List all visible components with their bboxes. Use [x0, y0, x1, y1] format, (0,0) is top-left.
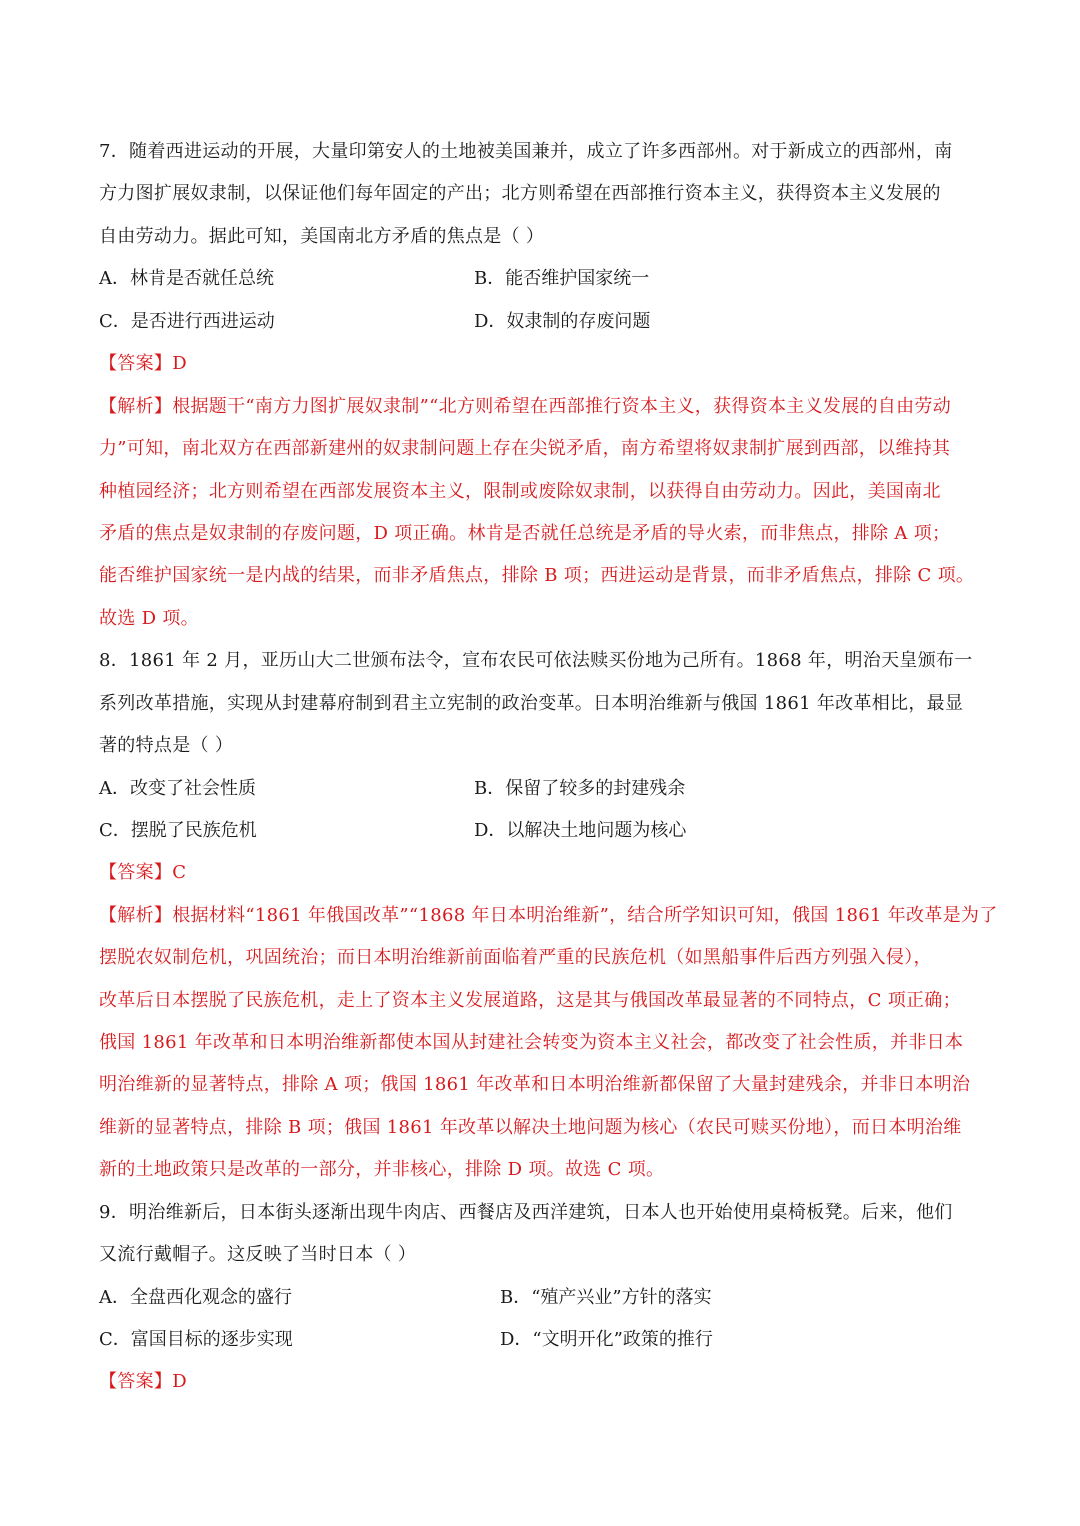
answer-tag: 【答案】 — [99, 1371, 173, 1392]
question-7-analysis-line: 故选 D 项。 — [99, 608, 199, 629]
question-7-analysis-line — [99, 395, 983, 419]
answer-tag: 【答案】 — [99, 353, 173, 374]
analysis-tag: 【解析】 — [99, 396, 173, 417]
analysis-tag: 【解析】 — [99, 905, 173, 926]
question-8-analysis-line: 新的土地政策只是改革的一部分，并非核心，排除 D 项。故选 C 项。 — [99, 1159, 665, 1180]
question-8-stem-line: 著的特点是（ ） — [99, 735, 234, 756]
question-9-option-b: B．“殖产兴业”方针的落实 — [500, 1287, 712, 1308]
answer-tag: 【答案】 — [99, 862, 173, 883]
question-8-stem-line: 系列改革措施，实现从封建幕府制到君主立宪制的政治变革。日本明治维新与俄国 1861 年改革相比，最显 — [99, 693, 964, 714]
question-8-analysis-line: 改革后日本摆脱了民族危机，走上了资本主义发展道路，这是其与俄国改革最显著的不同特点，C 项正确； — [99, 990, 961, 1011]
question-8-analysis-line: 俄国 1861 年改革和日本明治维新都使本国从封建社会转变为资本主义社会，都改变了社会性质，并非日本 — [99, 1032, 964, 1053]
question-8-stem-line: 8．1861 年 2 月，亚历山大二世颁布法令，宣布农民可依法赎买份地为己所有。1868 年，明治天皇颁布一 — [99, 650, 973, 671]
question-8-analysis-line — [99, 904, 998, 928]
question-7-analysis-line: 力”可知，南北双方在西部新建州的奴隶制问题上存在尖锐矛盾，南方希望将奴隶制扩展到西部，以维持其 — [99, 438, 951, 459]
question-8-option-a: A．改变了社会性质 — [99, 778, 256, 799]
question-7-option-c: C．是否进行西进运动 — [99, 311, 275, 332]
analysis-text: 根据题干“南方力图扩展奴隶制”“北方则希望在西部推行资本主义，获得资本主义发展的自由劳动 — [172, 396, 952, 417]
question-7-stem-line: 7．随着西进运动的开展，大量印第安人的土地被美国兼并，成立了许多西部州。对于新成立的西部州，南 — [99, 141, 953, 162]
question-7-analysis-line: 种植园经济；北方则希望在西部发展资本主义，限制或废除奴隶制，以获得自由劳动力。因此，美国南北 — [99, 481, 941, 502]
question-8-analysis-line: 摆脱农奴制危机，巩固统治；而日本明治维新前面临着严重的民族危机（如黑船事件后西方列强入侵）， — [99, 947, 932, 968]
question-9-option-a: A．全盘西化观念的盛行 — [99, 1287, 292, 1308]
question-8-option-b: B．保留了较多的封建残余 — [474, 778, 686, 799]
question-8-option-d: D．以解决土地问题为核心 — [474, 820, 687, 841]
question-8-option-c: C．摆脱了民族危机 — [99, 820, 257, 841]
question-9-answer — [99, 1370, 983, 1394]
analysis-text: 根据材料“1861 年俄国改革”“1868 年日本明治维新”，结合所学知识可知，俄国 1861 年改革是为了 — [172, 905, 998, 926]
question-9-option-c: C．富国目标的逐步实现 — [99, 1329, 293, 1350]
answer-value: D — [172, 353, 187, 374]
question-9-stem-line: 9．明治维新后，日本街头逐渐出现牛肉店、西餐店及西洋建筑，日本人也开始使用桌椅板凳。后来，他们 — [99, 1202, 953, 1223]
question-9-stem-line: 又流行戴帽子。这反映了当时日本（ ） — [99, 1244, 417, 1265]
question-8-answer — [99, 861, 983, 885]
question-7-stem-line: 自由劳动力。据此可知，美国南北方矛盾的焦点是（ ） — [99, 226, 545, 247]
question-8-analysis-line: 维新的显著特点，排除 B 项；俄国 1861 年改革以解决土地问题为核心（农民可赎买份地），而日本明治维 — [99, 1117, 962, 1138]
question-7-analysis-line: 能否维护国家统一是内战的结果，而非矛盾焦点，排除 B 项；西进运动是背景，而非矛盾焦点，排除 C 项。 — [99, 565, 975, 586]
question-7-answer — [99, 352, 983, 376]
question-7-stem-line: 方力图扩展奴隶制，以保证他们每年固定的产出；北方则希望在西部推行资本主义，获得资本主义发展的 — [99, 183, 941, 204]
question-7-option-a: A．林肯是否就任总统 — [99, 268, 274, 289]
question-7-option-d: D．奴隶制的存废问题 — [474, 311, 651, 332]
question-7-analysis-line: 矛盾的焦点是奴隶制的存废问题，D 项正确。林肯是否就任总统是矛盾的导火索，而非焦点，排除 A 项； — [99, 523, 951, 544]
question-8-analysis-line: 明治维新的显著特点，排除 A 项；俄国 1861 年改革和日本明治维新都保留了大量封建残余，并非日本明治 — [99, 1074, 971, 1095]
question-9-option-d: D．“文明开化”政策的推行 — [500, 1329, 713, 1350]
answer-value: C — [172, 862, 187, 883]
answer-value: D — [172, 1371, 187, 1392]
question-7-option-b: B．能否维护国家统一 — [474, 268, 650, 289]
